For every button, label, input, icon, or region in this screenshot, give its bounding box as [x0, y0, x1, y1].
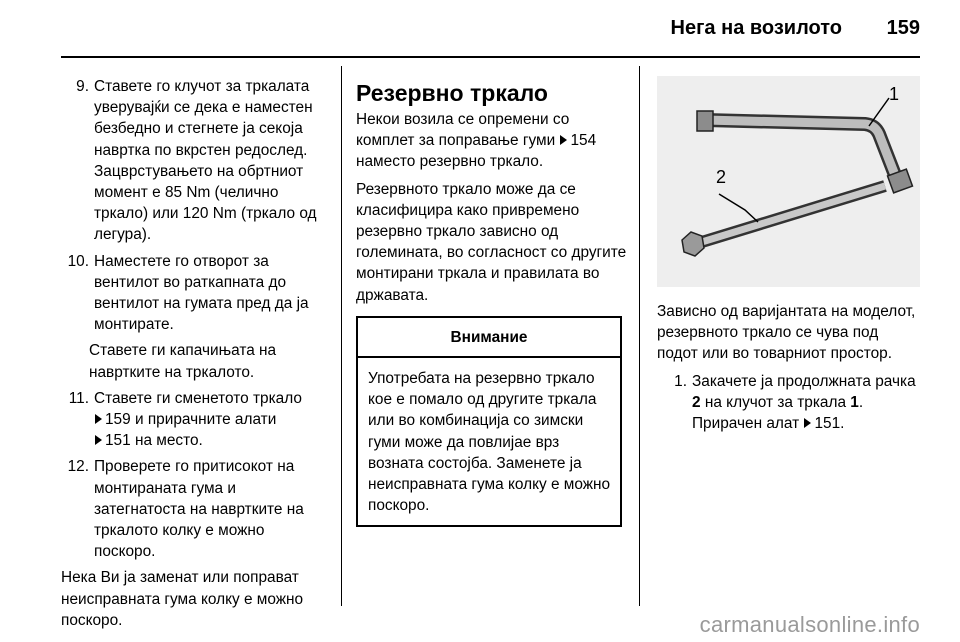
page-reference[interactable]: 151 на место. [105, 432, 203, 450]
paragraph-text: Некои возила се опремени со комплет за поправање гуми [356, 111, 570, 150]
figure-label-2: 2 [716, 167, 727, 187]
warning-text: Употребата на резервно тркало кое е помало од другите тркала или во комбинација со зимски гуми може да повлијае врз возната состојба. Заменете ја неисправната гума колку е можно поскоро. [368, 370, 611, 515]
paragraph-text: наместо резервно тркало. [356, 153, 544, 171]
list-item [657, 371, 920, 435]
part-number: 1 [850, 393, 859, 411]
page-number: 159 [886, 17, 920, 39]
list-number: 12. [67, 458, 89, 476]
list-text-part: Прирачен алат [692, 415, 800, 433]
watermark: carmanualsonline.info [699, 612, 920, 637]
section-heading: Резервно тркало [356, 80, 548, 106]
list-item [61, 76, 329, 246]
page-reference-arrow-icon [95, 435, 102, 445]
list-text-part: Закачете ја продолжната рачка [692, 372, 916, 390]
wheel-wrench-illustration [657, 76, 920, 287]
page-title: Нега на возилото [670, 17, 842, 39]
page-header [0, 0, 960, 56]
page-reference-arrow-icon [804, 418, 811, 428]
paragraph [356, 109, 628, 173]
column-divider-1 [341, 66, 342, 606]
list-number: 10. [67, 252, 89, 270]
leader-line-2 [719, 194, 758, 222]
column-2 [356, 80, 628, 527]
column-1 [61, 76, 329, 637]
list-item [61, 388, 329, 452]
list-item [61, 456, 329, 562]
page-reference[interactable]: 154 [570, 132, 597, 150]
closing-paragraph: Нека Ви ја заменат или поправат неисправната гума колку е можно поскоро. [61, 569, 304, 629]
figure-label-1: 1 [889, 84, 900, 104]
list-text: Проверете го притисокот на монтираната гума и затегнатоста на навртките на тркалото колку е можно поскоро. [94, 458, 304, 561]
list-item [61, 251, 329, 336]
paragraph: Резервното тркало може да се класифицира како привремено резервно тркало зависно од големината, во согласност со другите монтирани тркала и правилата во државата. [356, 180, 627, 304]
wrench-drawing [657, 76, 920, 287]
extension-bar-hex-end [682, 232, 704, 256]
list-note: Ставете ги капачињата на навртките на тркалото. [89, 342, 277, 381]
list-text [94, 388, 329, 452]
page-reference-arrow-icon [95, 414, 102, 424]
list-text-part: на клучот за тркала [704, 393, 846, 411]
list-text-part: Ставете ги сменетото тркало [94, 389, 302, 407]
column-3 [657, 301, 920, 439]
warning-box [356, 316, 622, 528]
warning-title: Внимание [358, 318, 620, 358]
list-number: 9. [76, 78, 89, 95]
list-text: Наместете го отворот за вентилот во раткапната до вентилот на гумата пред да ја монтирате. [94, 252, 309, 334]
page-reference-arrow-icon [560, 135, 567, 145]
part-number: 2 [692, 393, 701, 411]
page-reference[interactable]: 151. [814, 415, 845, 433]
header-rule [61, 56, 920, 58]
wheel-wrench-highlight [705, 120, 900, 188]
wheel-wrench-end [697, 111, 713, 131]
paragraph: Зависно од варијантата на моделот, резервното тркало се чува под подот или во товарниот простор. [657, 303, 916, 363]
list-text-part: . [858, 393, 864, 411]
page-reference[interactable]: 159 и прирачните алати [105, 411, 277, 429]
list-text [692, 371, 920, 435]
column-divider-2 [639, 66, 640, 606]
leader-line-1 [869, 98, 889, 126]
list-number: 11. [68, 389, 89, 407]
list-number: 1. [674, 372, 687, 390]
list-text: Ставете го клучот за тркалата уверувајќи се дека е наместен безбедно и стегнете ја секоја навртка по вкрстен редослед. Зацврстувањето на обртниот момент е 85 Nm (челично тркало) или 120 Nm (тркало од легура). [94, 78, 317, 244]
